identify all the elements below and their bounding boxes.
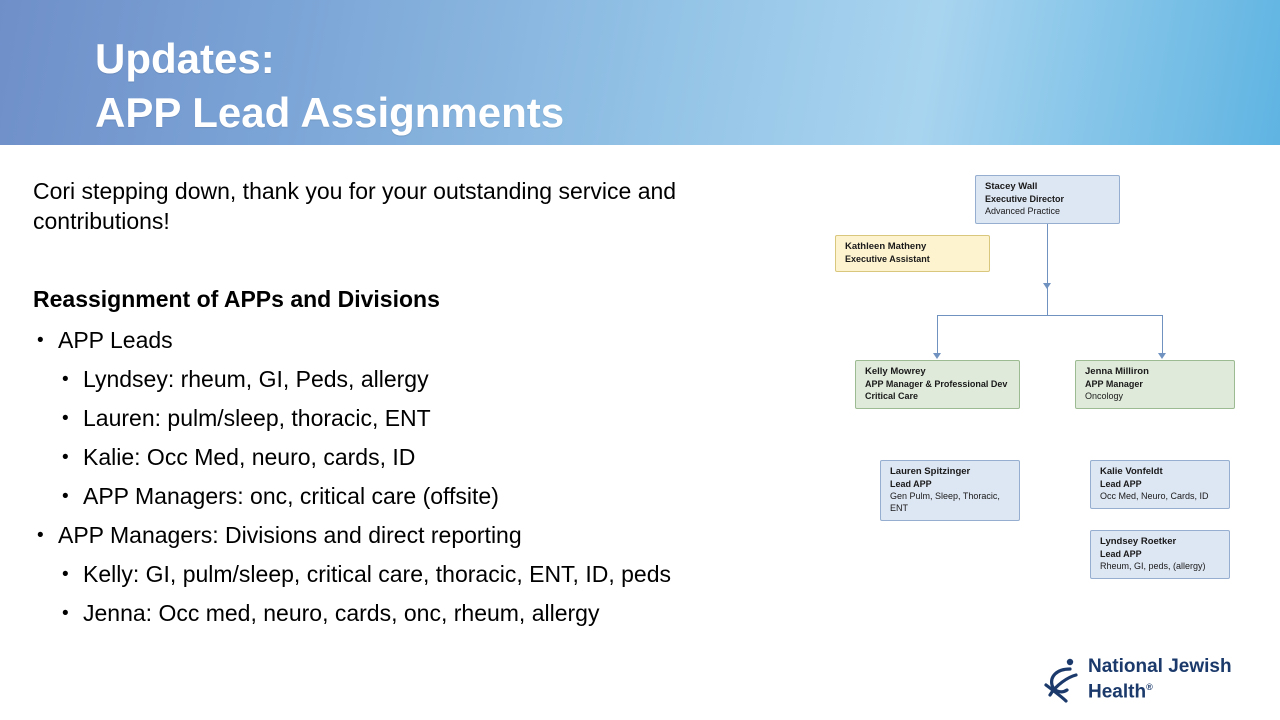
connector-arrow — [1158, 353, 1166, 359]
node-role: Executive Director — [985, 194, 1065, 204]
connector-line — [1047, 285, 1048, 315]
org-node-lyndsey-roetker — [1090, 530, 1230, 579]
list-item — [33, 321, 773, 360]
bullet-glyph: • — [62, 447, 69, 468]
list-item — [58, 360, 773, 399]
node-role: APP Manager & Professional Dev — [865, 379, 1008, 389]
list-item — [58, 555, 773, 594]
connector-arrow — [933, 353, 941, 359]
list-item — [58, 594, 773, 633]
node-name: Kelly Mowrey — [865, 366, 926, 377]
org-node-stacey-wall — [975, 175, 1120, 224]
logo-wordmark — [1088, 656, 1232, 702]
connector-line — [1047, 215, 1048, 285]
bullet-list-level2 — [58, 360, 773, 516]
bullet-label: Jenna: Occ med, neuro, cards, onc, rheum, allergy — [83, 600, 600, 626]
node-division: Gen Pulm, Sleep, Thoracic, ENT — [890, 491, 1000, 513]
node-division: Critical Care — [865, 391, 919, 401]
logo-line-2-text: Health — [1088, 681, 1147, 703]
bullet-list-level1 — [33, 516, 773, 555]
logo-line-1: National Jewish — [1088, 655, 1232, 677]
node-name: Jenna Milliron — [1085, 366, 1149, 377]
node-role: Executive Assistant — [845, 254, 930, 264]
sublist-wrapper — [33, 360, 773, 516]
national-jewish-health-logo — [1040, 655, 1232, 703]
section-subheading: Reassignment of APPs and Divisions — [33, 286, 440, 312]
bullet-glyph: • — [62, 603, 69, 624]
sublist-wrapper — [33, 555, 773, 633]
bullet-glyph: • — [62, 408, 69, 429]
bullet-glyph: • — [62, 369, 69, 390]
node-name: Lyndsey Roetker — [1100, 536, 1177, 547]
intro-paragraph: Cori stepping down, thank you for your outstanding service and contributions! — [33, 178, 677, 234]
org-node-kelly-mowrey — [855, 360, 1020, 409]
bullet-glyph: • — [37, 330, 44, 351]
node-name: Kalie Vonfeldt — [1100, 466, 1163, 477]
node-division: Rheum, GI, peds, (allergy) — [1100, 561, 1206, 571]
org-node-jenna-milliron — [1075, 360, 1235, 409]
slide-header-banner — [0, 0, 1280, 145]
node-role: Lead APP — [1100, 479, 1142, 489]
node-role: Lead APP — [1100, 549, 1142, 559]
body-content — [33, 176, 773, 633]
bullet-glyph: • — [37, 525, 44, 546]
org-chart — [820, 165, 1260, 595]
bullet-label: Lyndsey: rheum, GI, Peds, allergy — [83, 366, 429, 392]
bullet-list-level1 — [33, 321, 773, 360]
connector-line — [1162, 315, 1163, 354]
page-title — [95, 32, 564, 140]
node-role: APP Manager — [1085, 379, 1143, 389]
bullet-label: Kalie: Occ Med, neuro, cards, ID — [83, 444, 416, 470]
bullet-label: Lauren: pulm/sleep, thoracic, ENT — [83, 405, 431, 431]
bullet-label: Kelly: GI, pulm/sleep, critical care, thoracic, ENT, ID, peds — [83, 561, 671, 587]
logo-mark-icon — [1040, 655, 1082, 703]
bullet-label: APP Managers: Divisions and direct reporting — [58, 522, 522, 548]
connector-line — [937, 315, 938, 354]
list-item — [58, 399, 773, 438]
bullet-label: APP Leads — [58, 327, 173, 353]
org-node-kathleen-matheny — [835, 235, 990, 272]
title-line-1: Updates: — [95, 35, 275, 82]
list-item — [58, 438, 773, 477]
node-role: Lead APP — [890, 479, 932, 489]
org-node-kalie-vonfeldt — [1090, 460, 1230, 509]
bullet-glyph: • — [62, 486, 69, 507]
org-node-lauren-spitzinger — [880, 460, 1020, 521]
registered-mark: ® — [1146, 681, 1153, 692]
node-division: Occ Med, Neuro, Cards, ID — [1100, 491, 1209, 501]
node-name: Kathleen Matheny — [845, 241, 927, 252]
list-item — [58, 477, 773, 516]
node-name: Stacey Wall — [985, 181, 1038, 192]
bullet-glyph: • — [62, 564, 69, 585]
node-division: Advanced Practice — [985, 206, 1061, 216]
node-name: Lauren Spitzinger — [890, 466, 971, 477]
bullet-label: APP Managers: onc, critical care (offsite) — [83, 483, 499, 509]
node-division: Oncology — [1085, 391, 1124, 401]
list-item — [33, 516, 773, 555]
logo-line-2 — [1088, 677, 1232, 702]
connector-line — [937, 315, 1162, 316]
bullet-list-level2 — [58, 555, 773, 633]
title-line-2: APP Lead Assignments — [95, 89, 565, 136]
